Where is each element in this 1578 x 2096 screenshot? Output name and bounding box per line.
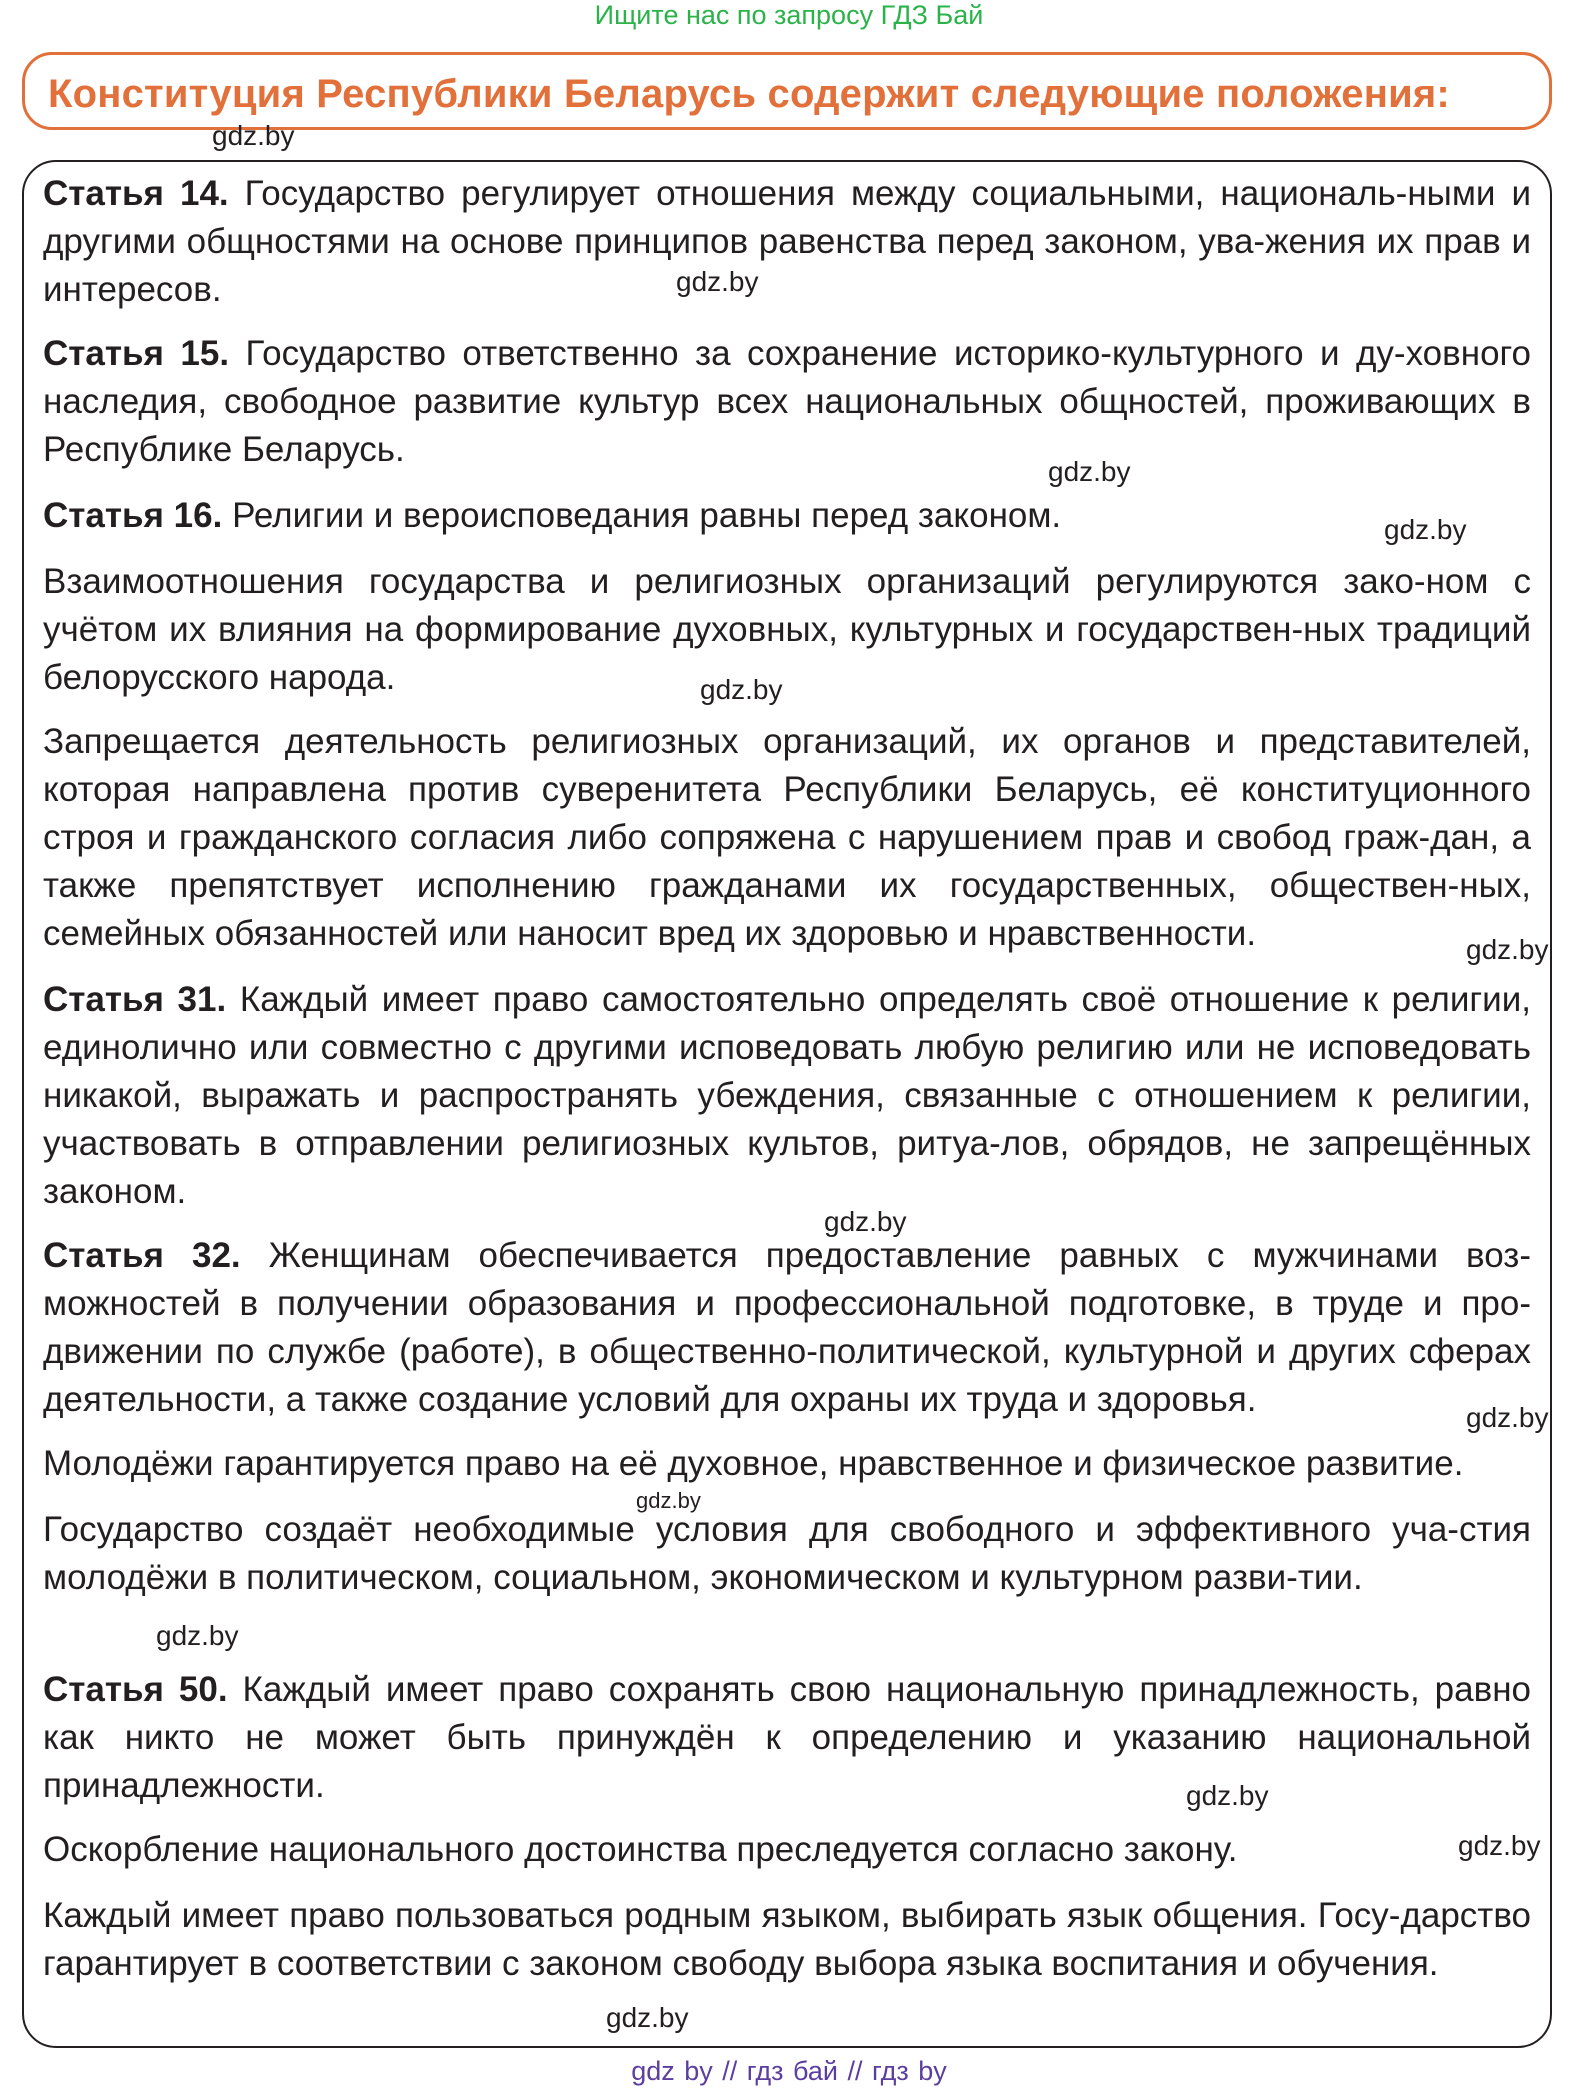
article-text: Каждый имеет право пользоваться родным языком, выбирать язык общения. Госу-дарство гарантирует в соответствии с законом свободу выбора языка воспитания и обучения. (43, 1896, 1531, 1983)
article-15 (43, 330, 1531, 474)
article-50 (43, 1666, 1531, 1810)
watermark: gdz.by (1466, 934, 1549, 965)
watermark: gdz.by (156, 1620, 239, 1651)
article-32-para-2 (43, 1440, 1531, 1488)
article-label: Статья 32. (43, 1236, 241, 1275)
article-text: Взаимоотношения государства и религиозных организаций регулируются зако-ном с учётом их влияния на формирование духовных, культурных и государствен-ных традиций белорусского народа. (43, 562, 1531, 697)
watermark: gdz.by (1186, 1780, 1269, 1811)
article-label: Статья 50. (43, 1670, 228, 1709)
article-16-para-3 (43, 718, 1531, 958)
article-text: Религии и вероисповедания равны перед законом. (222, 496, 1062, 535)
article-text: Государство создаёт необходимые условия для свободного и эффективного уча-стия молодёжи в политическом, социальном, экономическом и культурном разви-тии. (43, 1510, 1531, 1597)
page-title: Конституция Республики Беларусь содержит следующие положения: (48, 72, 1450, 116)
article-text: Оскорбление национального достоинства преследуется согласно закону. (43, 1830, 1238, 1869)
article-16-para-2 (43, 558, 1531, 702)
watermark: gdz.by (212, 120, 295, 151)
article-label: Статья 31. (43, 980, 227, 1019)
watermark: gdz.by (606, 2002, 689, 2033)
article-text: Государство ответственно за сохранение историко-культурного и ду-ховного наследия, свободное развитие культур всех национальных общностей, проживающих в Республике Беларусь. (43, 334, 1531, 469)
article-31 (43, 976, 1531, 1216)
watermark: gdz.by (1458, 1830, 1541, 1861)
article-label: Статья 14. (43, 174, 229, 213)
watermark: gdz.by (1384, 514, 1467, 545)
footer-links[interactable]: gdz by // гдз бай // гдз by (631, 2056, 947, 2086)
watermark: gdz.by (676, 266, 759, 297)
article-50-para-3 (43, 1892, 1531, 1988)
article-label: Статья 15. (43, 334, 230, 373)
article-text: Каждый имеет право самостоятельно определять своё отношение к религии, единолично или совместно с другими исповедовать любую религию или не исповедовать никакой, выражать и распространять убеждения, связанные с отношением к религии, участвовать в отправлении религиозных культов, ритуа-лов, обрядов, не запрещённых законом. (43, 980, 1531, 1211)
watermark: gdz.by (1466, 1402, 1549, 1433)
article-text: Запрещается деятельность религиозных организаций, их органов и представителей, которая направлена против суверенитета Республики Беларусь, её конституционного строя и гражданского согласия либо сопряжена с нарушением прав и свобод граж-дан, а также препятствует исполнению гражданами их государственных, обществен-ных, семейных обязанностей или наносит вред их здоровью и нравственности. (43, 722, 1531, 953)
article-32-para-3 (43, 1506, 1531, 1602)
watermark: gdz.by (1048, 456, 1131, 487)
article-50-para-2 (43, 1826, 1531, 1874)
top-search-link[interactable]: Ищите нас по запросу ГДЗ Бай (594, 0, 984, 30)
article-16 (43, 492, 1531, 540)
article-text: Молодёжи гарантируется право на её духовное, нравственное и физическое развитие. (43, 1444, 1464, 1483)
watermark: gdz.by (636, 1488, 701, 1513)
watermark: gdz.by (824, 1206, 907, 1237)
article-text: Женщинам обеспечивается предоставление равных с мужчинами воз-можностей в получении образования и профессиональной подготовке, в труде и про-движении по службе (работе), в общественно-политической, культурной и других сферах деятельности, а также создание условий для охраны их труда и здоровья. (43, 1236, 1531, 1419)
watermark: gdz.by (700, 674, 783, 705)
article-text: Государство регулирует отношения между социальными, националь-ными и другими общностями на основе принципов равенства перед законом, ува-жения их прав и интересов. (43, 174, 1532, 309)
article-text: Каждый имеет право сохранять свою национальную принадлежность, равно как никто не может быть принуждён к определению и указанию национальной принадлежности. (43, 1670, 1532, 1805)
article-14 (43, 170, 1531, 314)
article-32 (43, 1232, 1531, 1424)
article-label: Статья 16. (43, 496, 223, 535)
